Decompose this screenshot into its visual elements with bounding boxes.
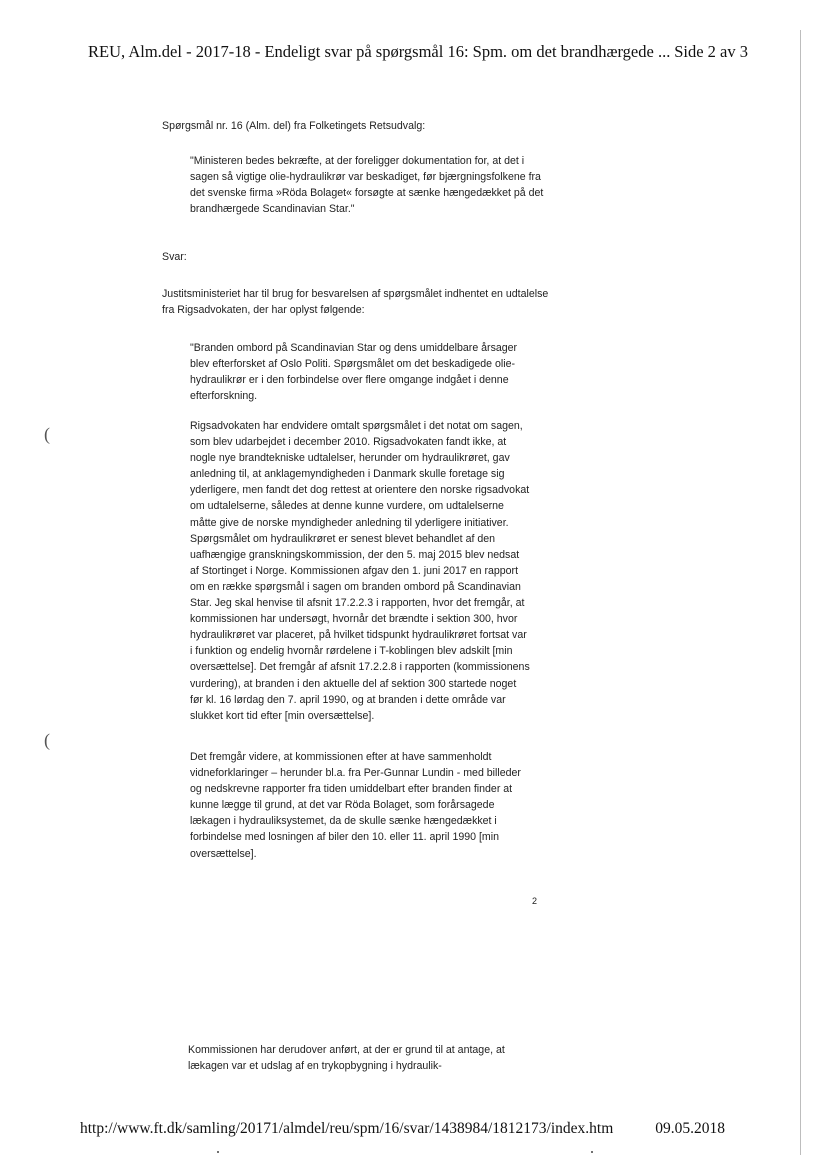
footer-url[interactable]: http://www.ft.dk/samling/20171/almdel/reu/spm/16/svar/1438984/1812173/index.htm — [80, 1120, 614, 1137]
page-number: 2 — [532, 896, 538, 906]
question-quote — [190, 153, 550, 217]
margin-mark: ( — [44, 424, 50, 444]
answer-intro: Justitsministeriet har til brug for besvarelsen af spørgsmålet indhentet en udtalelse fra Rigsadvokaten, der har oplyst følgende: — [162, 288, 549, 317]
scan-speck — [217, 1151, 219, 1153]
header-title: REU, Alm.del - 2017-18 - Endeligt svar på spørgsmål 16: Spm. om det brandhærgede ... — [88, 42, 671, 61]
footer-date: 09.05.2018 — [655, 1120, 725, 1137]
quote-paragraph-1: "Branden ombord på Scandinavian Star og dens umiddelbare årsager blev efterforsket af Oslo Politi. Spørgsmålet om det beskadigede olie-hydraulikrør er i den forbindelse over flere omgange indgået i denne efterforskning. — [190, 342, 518, 403]
margin-mark: ( — [44, 730, 50, 750]
header-page-indicator: Side 2 av 3 — [674, 42, 748, 61]
scan-speck — [591, 1151, 593, 1153]
page-header — [88, 42, 748, 62]
quote-paragraph-2: Rigsadvokaten har endvidere omtalt spørgsmålet i det notat om sagen, som blev udarbejdet i december 2010. Rigsadvokaten fandt ikke, at nogle nye brandtekniske udtalelser, herunder om hydraulikrøret, gav anledning til, at anklagemyndigheden i Danmark skulle foretage sig yderligere, men fandt det dog rettest at orientere den norske rigsadvokat om udtalelserne, således at denne kunne vurdere, om udtalelserne måtte give de norske myndigheder anledning til yderligere initiativer. Spørgsmålet om hydraulikrøret er senest blevet behandlet af den uafhængige granskningskommission, der den 5. maj 2015 blev nedsat af Stortinget i Norge. Kommissionen afgav den 1. juni 2017 en rapport om en række spørgsmål i sagen om branden ombord på Scandinavian Star. Jeg skal henvise til afsnit 17.2.2.3 i rapporten, hvor det fremgår, at kommissionen har undersøgt, hvornår det brændte i sektion 300, hvor hydraulikrøret var placeret, på hvilket tidspunkt hydraulikrøret fortsat var i funktion og endelig hvornår rørdelene i T-koblingen blev adskilt [min oversættelse]. Det fremgår af afsnit 17.2.2.8 i rapporten (kommissionens vurdering), at branden i den aktuelle del af sektion 300 startede noget før kl. 16 lørdag den 7. april 1990, og at branden i dette område var slukket kort tid efter [min oversættelse]. — [190, 420, 530, 722]
question-text: "Ministeren bedes bekræfte, at der foreligger dokumentation for, at det i sagen så vigtige olie-hydraulikrør var beskadiget, før bjærgningsfolkene fra det svenske firma »Röda Bolaget« forsøgte at sænke hængedækket på det brandhærgede Scandinavian Star." — [190, 155, 544, 216]
continuation-paragraph: Kommissionen har derudover anført, at der er grund til at antage, at lækagen var et udslag af en trykopbygning i hydraulik- — [188, 1044, 505, 1073]
page-footer — [80, 1120, 725, 1138]
scan-edge-line — [800, 30, 801, 1155]
answer-label: Svar: — [162, 251, 187, 263]
quote-paragraph-3: Det fremgår videre, at kommissionen efter at have sammenholdt vidneforklaringer – herunder bl.a. fra Per-Gunnar Lundin - med billeder og nedskrevne rapporter fra tiden umiddelbart efter branden finder at kunne lægge til grund, at det var Röda Bolaget, som forårsagede lækagen i hydrauliksystemet, da de skulle sænke hængedækket i forbindelse med losningen af biler den 10. eller 11. april 1990 [min oversættelse]. — [190, 751, 521, 860]
question-title: Spørgsmål nr. 16 (Alm. del) fra Folketingets Retsudvalg: — [162, 120, 426, 132]
